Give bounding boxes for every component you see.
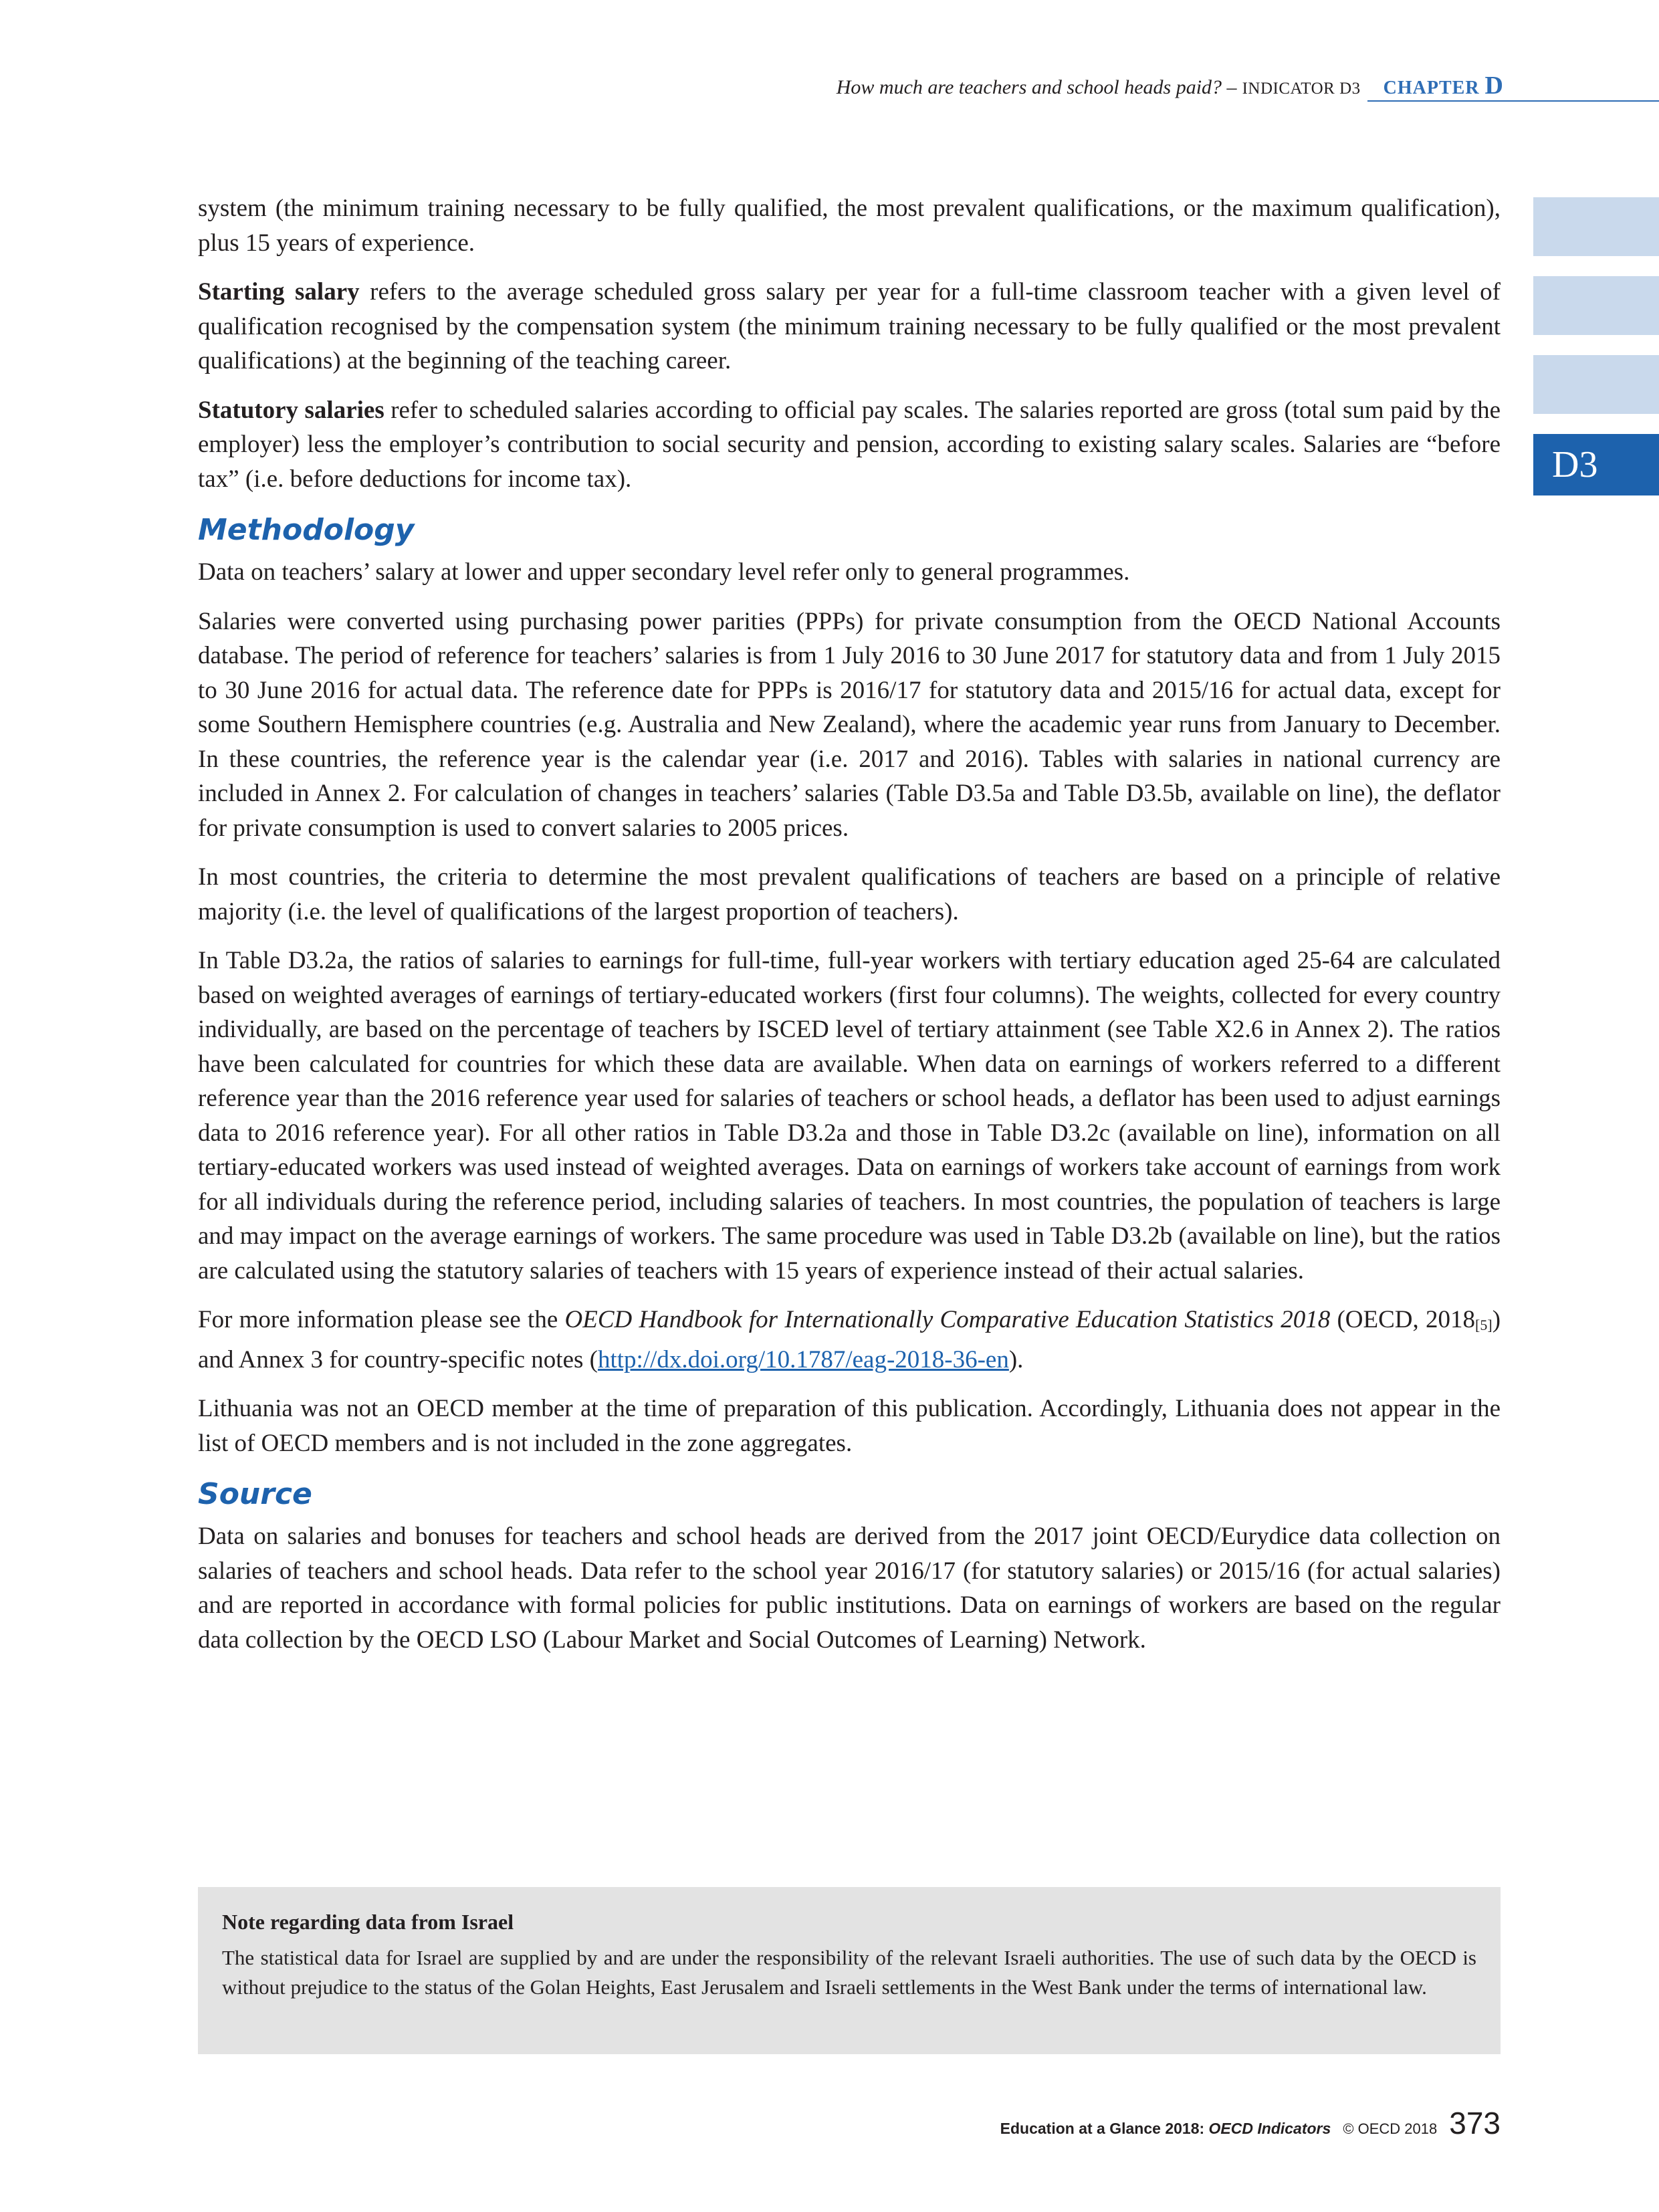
source-paragraph: Data on salaries and bonuses for teachers and school heads are derived from the 2017 joint OECD/Eurydice data collection on salaries of teachers and school heads. Data refer to the school year 2016/17 (for statutory salaries) or 2015/16 (for actual salaries) and are reported in accordance with formal policies for public institutions. Data on earnings of workers are based on the regular data collection by the OECD LSO (Labour Market and Social Outcomes of Learning) Network. — [198, 1523, 1501, 1654]
header-indicator: INDICATOR D3 — [1242, 80, 1361, 98]
reference-marker: [5] — [1475, 1317, 1492, 1333]
publication-subtitle: OECD Indicators — [1208, 2120, 1331, 2137]
side-tab-d3[interactable]: D3 — [1533, 434, 1659, 495]
source-heading: Source — [198, 1477, 312, 1511]
starting-salary-text: refers to the average scheduled gross salary per year for a full-time classroom teacher with a given level of qualification recognised by the compensation system (the minimum training necessary to be fully qualified or the most prevalent qualifications) at the beginning of the teaching career. — [198, 278, 1501, 374]
text-segment: For more information please see the — [198, 1306, 565, 1333]
publication-name: Education at a Glance 2018: — [1000, 2120, 1209, 2137]
methodology-paragraph: Data on teachers’ salary at lower and upper secondary level refer only to general programmes. — [198, 558, 1130, 586]
side-tab-decor — [1533, 276, 1659, 335]
chapter-letter: D — [1484, 72, 1504, 100]
methodology-paragraph: In Table D3.2a, the ratios of salaries to earnings for full-time, full-year workers with tertiary education aged 25-64 are calculated based on weighted averages of earnings of tertiary-educated workers (first four columns). The weights, collected for every country individually, are based on the percentage of teachers by ISCED level of tertiary attainment (see Table X2.6 in Annex 2). The ratios have been calculated for countries for which these data are available. When data on earnings of workers referred to a different reference year than the 2016 reference year used for salaries of teachers or school heads, a deflator has been used to adjust earnings data to 2016 reference year). For all other ratios in Table D3.2a and those in Table D3.2c (available on line), information on all tertiary-educated workers was used instead of weighted averages. Data on earnings of workers take account of earnings from work for all individuals during the reference period, including salaries of teachers. In most countries, the population of teachers is large and may impact on the average earnings of workers. The same procedure was used in Table D3.2b (available on line), but the ratios are calculated using the statutory salaries of teachers with 15 years of experience instead of their actual salaries. — [198, 947, 1501, 1285]
methodology-paragraph — [198, 1303, 1501, 1377]
methodology-heading: Methodology — [198, 513, 415, 547]
text-segment: ). — [1008, 1345, 1024, 1373]
running-header — [736, 71, 1659, 104]
page-footer — [1000, 2105, 1501, 2141]
methodology-paragraph: In most countries, the criteria to determine the most prevalent qualifications of teachers are based on a principle of relative majority (i.e. the level of qualifications of the largest proportion of teachers). — [198, 863, 1501, 925]
intro-paragraph: system (the minimum training necessary to be fully qualified, the most prevalent qualifications, or the maximum qualification), plus 15 years of experience. — [198, 195, 1501, 257]
main-content — [198, 191, 1501, 1672]
header-title: How much are teachers and school heads paid? – — [836, 76, 1237, 98]
text-segment: (OECD, 2018 — [1330, 1306, 1476, 1333]
term-starting-salary: Starting salary — [198, 278, 360, 306]
side-tab-decor — [1533, 355, 1659, 414]
starting-salary-definition — [198, 275, 1501, 378]
statutory-salaries-definition — [198, 393, 1501, 497]
methodology-paragraph: Salaries were converted using purchasing power parities (PPPs) for private consumption from the OECD National Accounts database. The period of reference for teachers’ salaries is from 1 July 2016 to 30 June 2017 for statutory data and from 1 July 2015 to 30 June 2016 for actual data. The reference date for PPPs is 2016/17 for statutory data and 2015/16 for actual data, except for some Southern Hemisphere countries (e.g. Australia and New Zealand), where the academic year runs from January to December. In these countries, the reference year is the calendar year (i.e. 2017 and 2016). Tables with salaries in national currency are included in Annex 2. For calculation of changes in teachers’ salaries (Table D3.5a and Table D3.5b, available on line), the deflator for private consumption is used to convert salaries to 2005 prices. — [198, 607, 1501, 842]
doi-link[interactable]: http://dx.doi.org/10.1787/eag-2018-36-en — [597, 1345, 1009, 1373]
israel-note-box — [198, 1887, 1501, 2054]
copyright: © OECD 2018 — [1343, 2120, 1438, 2137]
handbook-title: OECD Handbook for Internationally Comparative Education Statistics 2018 — [564, 1306, 1331, 1333]
publication-title — [1000, 2120, 1331, 2138]
header-chapter — [1384, 71, 1504, 100]
statutory-salaries-text: refer to scheduled salaries according to official pay scales. The salaries reported are gross (total sum paid by the employer) less the employer’s contribution to social security and pension, according to existing salary scales. Salaries are “before tax” (i.e. before deductions for income tax). — [198, 396, 1501, 493]
text-segment: ) and Annex 3 for country-specific notes ( — [198, 1306, 1501, 1373]
methodology-paragraph: Lithuania was not an OECD member at the time of preparation of this publication. Accordingly, Lithuania does not appear in the list of OECD members and is not included in the zone aggregates. — [198, 1395, 1501, 1457]
note-title: Note regarding data from Israel — [222, 1910, 514, 1934]
header-rule — [1367, 100, 1659, 102]
side-tab-decor — [1533, 197, 1659, 256]
note-text: The statistical data for Israel are supplied by and are under the responsibility of the relevant Israeli authorities. The use of such data by the OECD is without prejudice to the status of the Golan Heights, East Jerusalem and Israeli settlements in the West Bank under the terms of international law. — [222, 1946, 1476, 1999]
term-statutory-salaries: Statutory salaries — [198, 396, 384, 424]
page-number: 373 — [1449, 2106, 1501, 2140]
chapter-word: CHAPTER — [1383, 78, 1480, 98]
